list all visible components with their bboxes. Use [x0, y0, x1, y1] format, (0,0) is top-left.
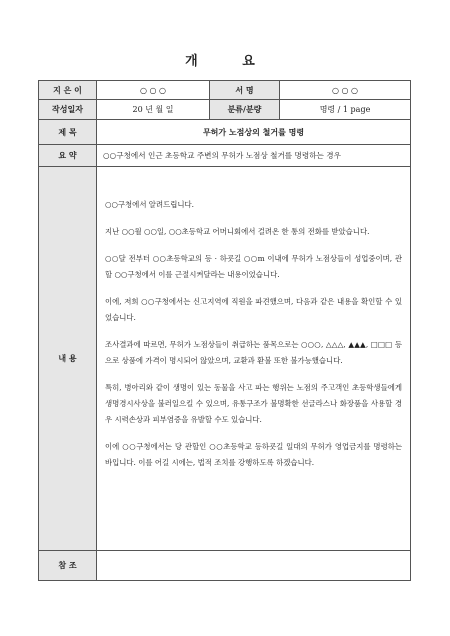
content-label: 내 용 [39, 167, 97, 551]
summary-value: ○○구청에서 인근 초등학교 주변의 무허가 노점상 철거를 명령하는 경우 [97, 145, 411, 167]
content-paragraph: 지난 ○○월 ○○일, ○○초등학교 어머니회에서 걸려온 한 통의 전화를 받았습니다. [105, 227, 370, 236]
content-body [97, 167, 411, 551]
date-row [39, 100, 411, 120]
category-label: 분류/분량 [210, 100, 280, 120]
author-label: 지 은 이 [39, 81, 97, 100]
content-paragraph: 특히, 병아리와 같이 생명이 있는 동물을 사고 파는 행위는 노점의 주고객인 초등학생들에게 생명경시사상을 불러일으킬 수 있으며, 유통구조가 불명확한 선글라스나 화장품을 사용할 경우 시력손상과 피부염증을 유발할 수도 있습니다. [105, 383, 402, 424]
content-paragraph: ○○구청에서 알려드립니다. [105, 200, 194, 209]
reference-value [97, 551, 411, 581]
summary-row [39, 145, 411, 167]
subject-label: 제 목 [39, 120, 97, 145]
content-paragraph: 이에 ○○구청에서는 당 관할인 ○○초등학교 등하굣길 일대의 무허가 영업금지를 명령하는 바입니다. 이를 어길 시에는, 법적 조치를 강행하도록 하겠습니다. [105, 442, 402, 467]
summary-label: 요 약 [39, 145, 97, 167]
subject-value: 무허가 노점상의 철거를 명령 [97, 120, 411, 145]
date-label: 작성일자 [39, 100, 97, 120]
sign-label: 서 명 [210, 81, 280, 100]
subject-row [39, 120, 411, 145]
reference-label: 참 조 [39, 551, 97, 581]
overview-form [38, 80, 411, 581]
reference-row [39, 551, 411, 581]
content-paragraph: 이에, 저희 ○○구청에서는 신고지역에 직원을 파견했으며, 다음과 같은 내용을 확인할 수 있었습니다. [105, 297, 402, 322]
category-value: 명령 / 1 page [280, 100, 411, 120]
author-row [39, 81, 411, 100]
author-value: ○ ○ ○ [97, 81, 210, 100]
date-value: 20 년 월 일 [97, 100, 210, 120]
content-paragraph: ○○달 전부터 ○○초등학교의 등 · 하굣길 ○○m 이내에 무허가 노점상들이 성업중이며, 관할 ○○구청에서 이를 근절시켜달라는 내용이었습니다. [105, 254, 402, 279]
content-paragraph: 조사결과에 따르면, 무허가 노점상들이 취급하는 품목으로는 ○○○, △△△, ▲▲▲, □□□ 등으로 상품에 가격이 명시되어 않았으며, 교환과 환불 또한 불가능했습니다. [105, 340, 402, 365]
content-row [39, 167, 411, 551]
sign-value: ○ ○ ○ [280, 81, 411, 100]
document-title: 개 요 [185, 54, 275, 69]
